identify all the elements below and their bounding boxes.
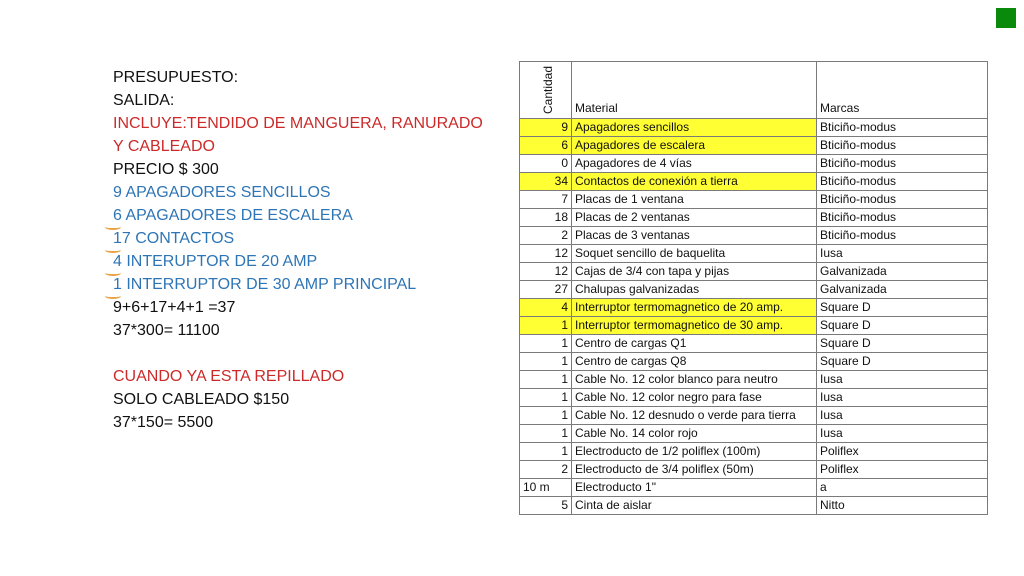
cell-material: Electroducto 1" (572, 479, 817, 497)
note-line (113, 66, 503, 89)
table-row (520, 191, 988, 209)
cell-material: Electroducto de 3/4 poliflex (50m) (572, 461, 817, 479)
table-row (520, 263, 988, 281)
note-line-text: PRESUPUESTO: (113, 69, 239, 86)
materials-table-wrap (519, 61, 988, 515)
cell-quantity: 1 (520, 371, 572, 389)
note-line (113, 319, 503, 342)
note-line-text: 37*150= 5500 (113, 414, 214, 431)
note-line (113, 411, 503, 434)
cell-material: Placas de 1 ventana (572, 191, 817, 209)
cell-brand: Bticiño-modus (817, 119, 988, 137)
table-row (520, 353, 988, 371)
header-quantity-label: Cantidad (541, 65, 555, 114)
cell-quantity: 1 (520, 335, 572, 353)
table-row (520, 227, 988, 245)
cell-quantity: 9 (520, 119, 572, 137)
cell-material: Apagadores sencillos (572, 119, 817, 137)
cell-brand: Iusa (817, 407, 988, 425)
note-line (113, 296, 503, 319)
cell-material: Interruptor termomagnetico de 20 amp. (572, 299, 817, 317)
cell-quantity: 0 (520, 155, 572, 173)
table-row (520, 443, 988, 461)
table-row (520, 407, 988, 425)
note-line (113, 250, 503, 273)
cell-material: Placas de 2 ventanas (572, 209, 817, 227)
table-row (520, 173, 988, 191)
note-line-text: 9+6+17+4+1 =37 (113, 299, 236, 316)
table-row (520, 209, 988, 227)
cell-quantity: 1 (520, 317, 572, 335)
table-row (520, 335, 988, 353)
note-line (113, 135, 503, 158)
table-row (520, 137, 988, 155)
cell-material: Contactos de conexión a tierra (572, 173, 817, 191)
note-line (113, 365, 503, 388)
cell-quantity: 2 (520, 461, 572, 479)
cell-quantity: 1 (520, 389, 572, 407)
cell-brand: Nitto (817, 497, 988, 515)
note-line-number: 1 (113, 273, 122, 296)
note-line-text: Y CABLEADO (113, 138, 215, 155)
note-line (113, 342, 503, 365)
cell-material: Interruptor termomagnetico de 30 amp. (572, 317, 817, 335)
note-line-text: INCLUYE:TENDIDO DE MANGUERA, RANURADO (113, 115, 483, 132)
cell-brand: Galvanizada (817, 281, 988, 299)
cell-material: Cable No. 12 color blanco para neutro (572, 371, 817, 389)
cell-quantity: 1 (520, 443, 572, 461)
table-row (520, 281, 988, 299)
cell-material: Cajas de 3/4 con tapa y pijas (572, 263, 817, 281)
cell-brand: Poliflex (817, 443, 988, 461)
note-line (113, 388, 503, 411)
cell-brand: Bticiño-modus (817, 155, 988, 173)
cell-material: Electroducto de 1/2 poliflex (100m) (572, 443, 817, 461)
table-row (520, 461, 988, 479)
cell-quantity: 2 (520, 227, 572, 245)
cell-brand: Bticiño-modus (817, 227, 988, 245)
cell-brand: Square D (817, 353, 988, 371)
note-line-text: INTERRUPTOR DE 30 AMP PRINCIPAL (121, 276, 417, 293)
note-line-number: 17 (113, 227, 131, 250)
note-line (113, 181, 503, 204)
cell-brand: Bticiño-modus (817, 191, 988, 209)
note-line (113, 158, 503, 181)
cell-material: Centro de cargas Q1 (572, 335, 817, 353)
table-row (520, 389, 988, 407)
cell-quantity: 1 (520, 407, 572, 425)
table-row (520, 245, 988, 263)
cell-material: Apagadores de 4 vías (572, 155, 817, 173)
note-line-text: SOLO CABLEADO $150 (113, 391, 290, 408)
note-line-number: 6 (113, 204, 122, 227)
cell-quantity: 34 (520, 173, 572, 191)
materials-table (519, 61, 988, 515)
note-line-text: 9 APAGADORES SENCILLOS (113, 184, 331, 201)
table-row (520, 497, 988, 515)
table-row (520, 425, 988, 443)
cell-quantity: 7 (520, 191, 572, 209)
cell-brand: Iusa (817, 425, 988, 443)
table-row (520, 479, 988, 497)
cell-brand: Galvanizada (817, 263, 988, 281)
cell-brand: Iusa (817, 389, 988, 407)
note-line-text: 37*300= 11100 (113, 322, 220, 339)
cell-material: Apagadores de escalera (572, 137, 817, 155)
cell-quantity: 6 (520, 137, 572, 155)
table-row (520, 371, 988, 389)
note-line-text: SALIDA: (113, 92, 175, 109)
cell-brand: Bticiño-modus (817, 137, 988, 155)
cell-brand: Square D (817, 335, 988, 353)
green-square-icon (996, 8, 1016, 28)
cell-brand: Iusa (817, 245, 988, 263)
cell-quantity: 1 (520, 425, 572, 443)
table-row (520, 119, 988, 137)
cell-quantity: 1 (520, 353, 572, 371)
cell-brand: Bticiño-modus (817, 173, 988, 191)
header-material: Material (572, 62, 817, 119)
cell-material: Placas de 3 ventanas (572, 227, 817, 245)
note-line (113, 204, 503, 227)
cell-material: Chalupas galvanizadas (572, 281, 817, 299)
header-quantity (520, 62, 572, 119)
cell-material: Cable No. 14 color rojo (572, 425, 817, 443)
cell-brand: Iusa (817, 371, 988, 389)
note-line (113, 227, 503, 250)
note-line-text: CUANDO YA ESTA REPILLADO (113, 368, 345, 385)
cell-material: Cinta de aislar (572, 497, 817, 515)
cell-brand: a (817, 479, 988, 497)
budget-notes (113, 66, 503, 434)
note-line (113, 273, 503, 296)
table-body (520, 119, 988, 515)
table-row (520, 299, 988, 317)
table-row (520, 155, 988, 173)
cell-brand: Square D (817, 317, 988, 335)
note-line-text: INTERUPTOR DE 20 AMP (121, 253, 318, 270)
note-line (113, 89, 503, 112)
cell-brand: Bticiño-modus (817, 209, 988, 227)
note-line-text: CONTACTOS (130, 230, 235, 247)
cell-material: Cable No. 12 desnudo o verde para tierra (572, 407, 817, 425)
cell-material: Centro de cargas Q8 (572, 353, 817, 371)
cell-brand: Poliflex (817, 461, 988, 479)
cell-quantity: 4 (520, 299, 572, 317)
cell-brand: Square D (817, 299, 988, 317)
cell-quantity: 10 m (520, 479, 572, 497)
table-header-row (520, 62, 988, 119)
cell-quantity: 18 (520, 209, 572, 227)
note-line-text: APAGADORES DE ESCALERA (121, 207, 353, 224)
cell-quantity: 27 (520, 281, 572, 299)
note-line-text: PRECIO $ 300 (113, 161, 219, 178)
note-line-number: 4 (113, 250, 122, 273)
table-row (520, 317, 988, 335)
cell-material: Cable No. 12 color negro para fase (572, 389, 817, 407)
note-line (113, 112, 503, 135)
cell-material: Soquet sencillo de baquelita (572, 245, 817, 263)
header-brand: Marcas (817, 62, 988, 119)
cell-quantity: 12 (520, 263, 572, 281)
cell-quantity: 5 (520, 497, 572, 515)
cell-quantity: 12 (520, 245, 572, 263)
